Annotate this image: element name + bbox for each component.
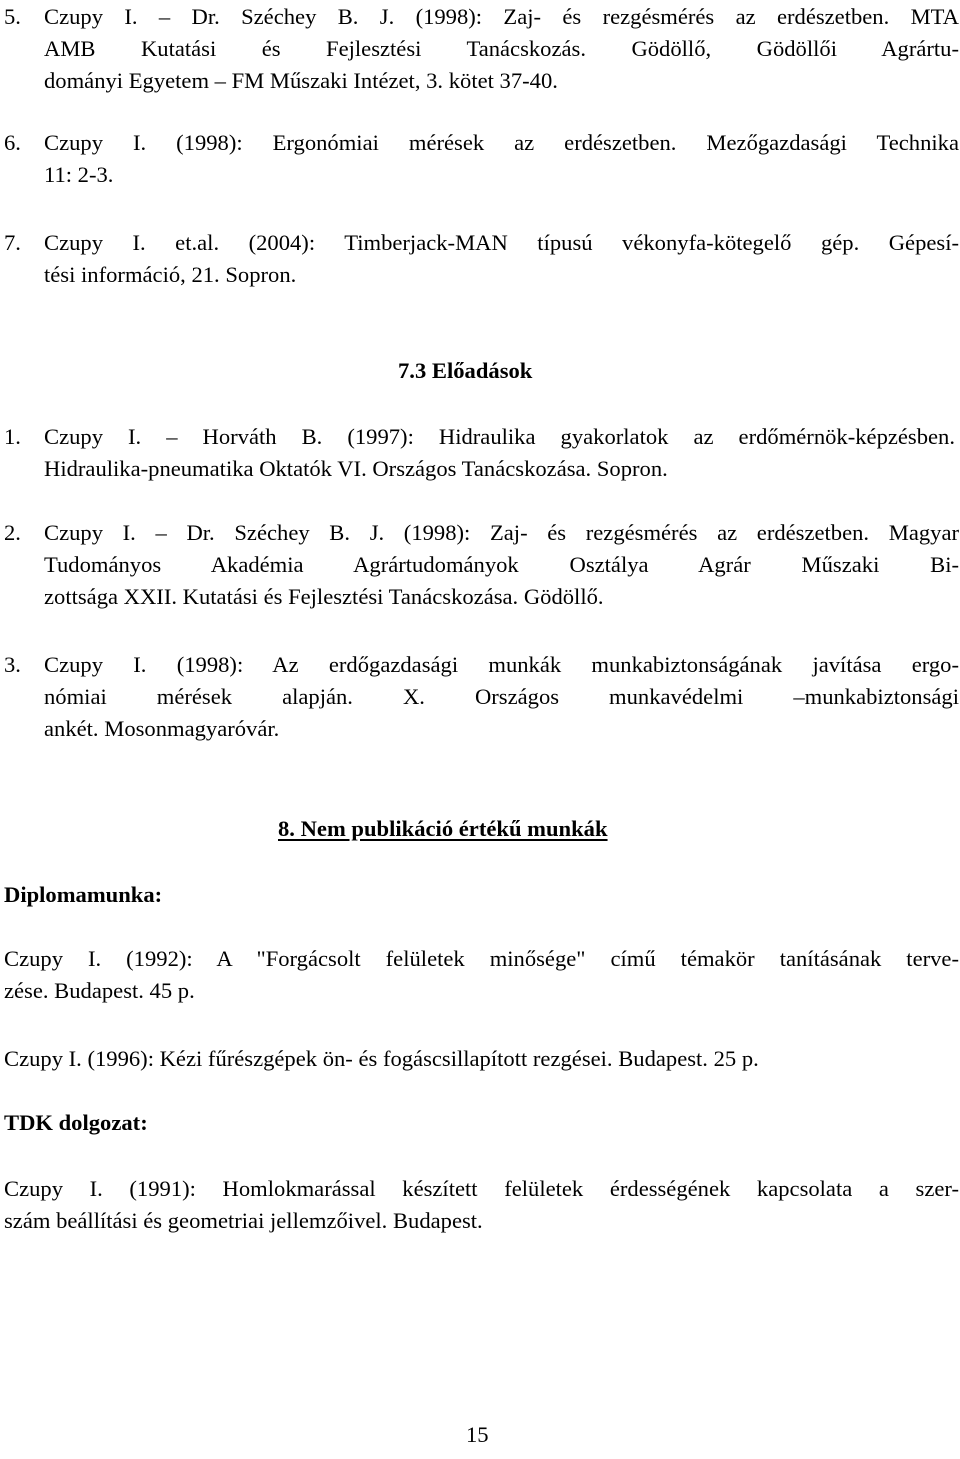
list-item-line: AMB Kutatási és Fejlesztési Tanácskozás. Gödöllő, Gödöllői Agrártu- xyxy=(44,36,959,61)
list-item-line: dományi Egyetem – FM Műszaki Intézet, 3. kötet 37-40. xyxy=(44,68,558,93)
diploma-entry-line: zése. Budapest. 45 p. xyxy=(4,978,195,1003)
list-number: 7. xyxy=(4,230,21,255)
list-item-line: Czupy I. – Horváth B. (1997): Hidraulika gyakorlatok az erdőmérnök-képzésben. xyxy=(44,424,955,449)
section-heading: 7.3 Előadások xyxy=(398,358,533,383)
tdk-heading: TDK dolgozat: xyxy=(4,1110,148,1135)
list-item-line: tési információ, 21. Sopron. xyxy=(44,262,297,287)
list-item-line: Czupy I. – Dr. Széchey B. J. (1998): Zaj- és rezgésmérés az erdészetben. MTA xyxy=(44,4,959,29)
list-number: 5. xyxy=(4,4,21,29)
page-number: 15 xyxy=(466,1422,489,1447)
list-number: 3. xyxy=(4,652,21,677)
section-heading: 8. Nem publikáció értékű munkák xyxy=(278,816,608,841)
list-item-line: Czupy I. (1998): Ergonómiai mérések az erdészetben. Mezőgazdasági Technika xyxy=(44,130,959,155)
list-item-line: zottsága XXII. Kutatási és Fejlesztési Tanácskozása. Gödöllő. xyxy=(44,584,604,609)
diploma-entry-line: Czupy I. (1992): A "Forgácsolt felületek minősége" című témakör tanításának terve- xyxy=(4,946,959,971)
list-number: 2. xyxy=(4,520,21,545)
diploma-heading: Diplomamunka: xyxy=(4,882,163,907)
list-item-line: Tudományos Akadémia Agrártudományok Osztálya Agrár Műszaki Bi- xyxy=(44,552,959,577)
list-number: 6. xyxy=(4,130,21,155)
list-item-line: Czupy I. – Dr. Széchey B. J. (1998): Zaj- és rezgésmérés az erdészetben. Magyar xyxy=(44,520,959,545)
tdk-entry-line: szám beállítási és geometriai jellemzőivel. Budapest. xyxy=(4,1208,483,1233)
list-item-line: Hidraulika-pneumatika Oktatók VI. Országos Tanácskozása. Sopron. xyxy=(44,456,668,481)
list-item-line: Czupy I. (1998): Az erdőgazdasági munkák munkabiztonságának javítása ergo- xyxy=(44,652,959,677)
list-item-line: nómiai mérések alapján. X. Országos munkavédelmi –munkabiztonsági xyxy=(44,684,959,709)
tdk-entry-line: Czupy I. (1991): Homlokmarással készített felületek érdességének kapcsolata a szer- xyxy=(4,1176,959,1201)
list-item-line: Czupy I. et.al. (2004): Timberjack-MAN típusú vékonyfa-kötegelő gép. Gépesí- xyxy=(44,230,959,255)
list-item-line: 11: 2-3. xyxy=(44,162,114,187)
diploma-entry-line: Czupy I. (1996): Kézi fűrészgépek ön- és fogáscsillapított rezgései. Budapest. 25 p. xyxy=(4,1046,759,1071)
list-number: 1. xyxy=(4,424,21,449)
list-item-line: ankét. Mosonmagyaróvár. xyxy=(44,716,280,741)
